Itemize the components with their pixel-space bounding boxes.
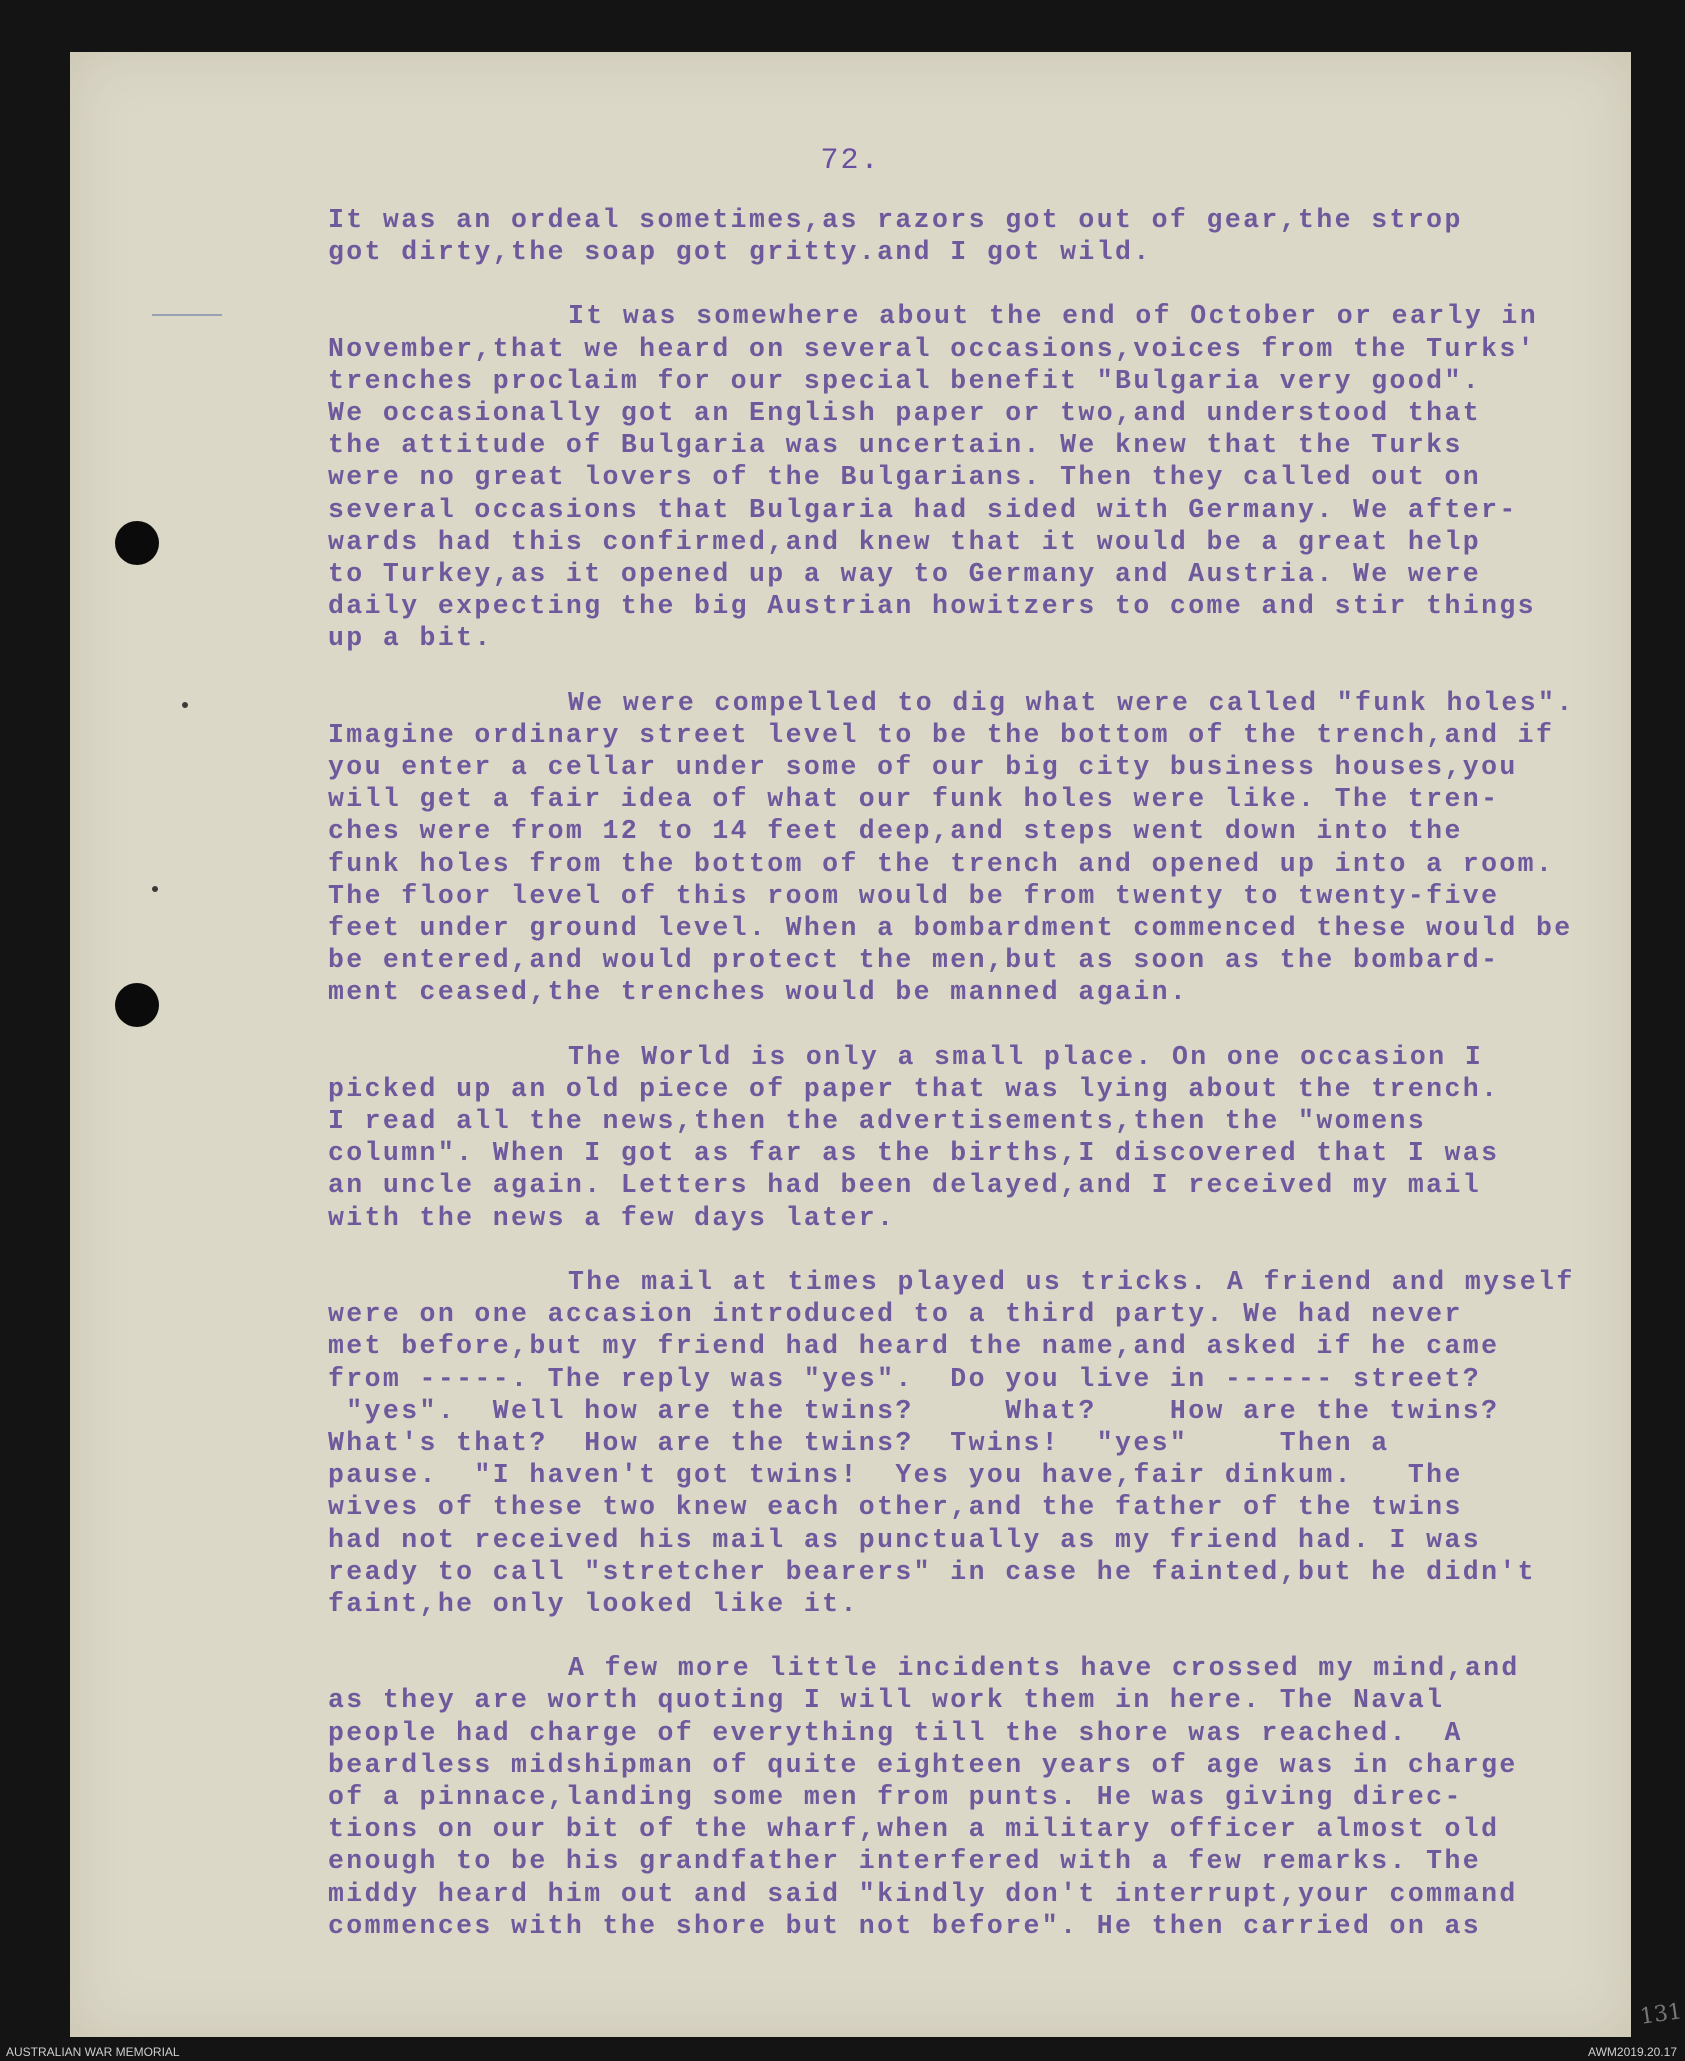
text-line-content: of a pinnace,landing some men from punts. He was giving direc- (328, 1781, 1463, 1812)
footer-accession-number: AWM2019.20.17 (1588, 2045, 1677, 2059)
text-line-content: were no great lovers of the Bulgarians. Then they called out on (328, 462, 1482, 493)
text-line (328, 429, 1685, 461)
text-line (328, 204, 1685, 236)
text-line (328, 880, 1685, 912)
text-line-content: November,that we heard on several occasions,voices from the Turks' (328, 333, 1536, 364)
paragraph (328, 1652, 1685, 1942)
ink-speck (152, 886, 158, 892)
text-line-content: faint,he only looked like it. (328, 1588, 859, 1619)
text-line-content: The floor level of this room would be from twenty to twenty-five (328, 880, 1500, 911)
text-line-content: The World is only a small place. On one occasion I (568, 1041, 1484, 1072)
text-line-content: feet under ground level. When a bombardment commenced these would be (328, 913, 1573, 944)
document-page (70, 52, 1684, 2037)
text-line-content: We were compelled to dig what were called "funk holes". (568, 687, 1575, 718)
paragraph (328, 1266, 1685, 1620)
text-line (328, 719, 1685, 751)
text-line-content: commences with the shore but not before". He then carried on as (328, 1910, 1482, 1941)
text-line-content: with the news a few days later. (328, 1202, 896, 1233)
text-line (328, 365, 1685, 397)
text-line (328, 1363, 1685, 1395)
text-line-content: from -----. The reply was "yes". Do you live in ------ street? (328, 1363, 1482, 1394)
text-line (328, 912, 1685, 944)
text-line-content: column". When I got as far as the births,I discovered that I was (328, 1138, 1500, 1169)
text-line (328, 590, 1685, 622)
text-line-content: daily expecting the big Austrian howitzers to come and stir things (328, 591, 1536, 622)
text-line (328, 333, 1685, 365)
text-line (328, 783, 1685, 815)
text-line (328, 397, 1685, 429)
text-line-content: people had charge of everything till the shore was reached. A (328, 1717, 1463, 1748)
text-line (328, 494, 1685, 526)
ink-speck (182, 702, 188, 708)
text-line (328, 1717, 1685, 1749)
text-line-content: met before,but my friend had heard the name,and asked if he came (328, 1331, 1500, 1362)
text-line-content: be entered,and would protect the men,but as soon as the bombard- (328, 945, 1500, 976)
text-line (328, 944, 1685, 976)
text-line-content: A few more little incidents have crossed my mind,and (568, 1653, 1520, 1684)
text-line (328, 1781, 1685, 1813)
text-line-content: trenches proclaim for our special benefit "Bulgaria very good". (328, 365, 1482, 396)
text-line (328, 1588, 1685, 1620)
text-line (328, 622, 1685, 654)
text-line-content: ment ceased,the trenches would be manned again. (328, 977, 1189, 1008)
text-line-content: funk holes from the bottom of the trench and opened up into a room. (328, 848, 1555, 879)
text-line-content: got dirty,the soap got gritty.and I got wild. (328, 237, 1152, 268)
text-line (328, 1878, 1685, 1910)
text-line-content: as they are worth quoting I will work them in here. The Naval (328, 1685, 1445, 1716)
text-line (328, 1652, 1685, 1684)
text-line-content: wards had this confirmed,and knew that it would be a great help (328, 526, 1482, 557)
text-line (328, 1105, 1685, 1137)
text-line-content: I read all the news,then the advertisements,then the "womens (328, 1106, 1427, 1137)
pencil-folio-note: 131 (1638, 1999, 1684, 2030)
text-line-content: had not received his mail as punctually as my friend had. I was (328, 1524, 1482, 1555)
paragraph (328, 1041, 1685, 1234)
text-line (328, 461, 1685, 493)
text-line-content: beardless midshipman of quite eighteen years of age was in charge (328, 1749, 1518, 1780)
text-line (328, 1813, 1685, 1845)
footer-archive-name: AUSTRALIAN WAR MEMORIAL (6, 2045, 180, 2059)
text-line (328, 848, 1685, 880)
margin-mark (152, 314, 222, 316)
punch-hole-top (115, 521, 159, 565)
text-line-content: several occasions that Bulgaria had sided with Germany. We after- (328, 494, 1518, 525)
text-line (328, 1266, 1685, 1298)
paragraph (328, 300, 1685, 654)
text-line (328, 1910, 1685, 1942)
text-line-content: will get a fair idea of what our funk holes were like. The tren- (328, 784, 1500, 815)
text-line-content: It was an ordeal sometimes,as razors got out of gear,the strop (328, 205, 1463, 235)
text-line (328, 815, 1685, 847)
text-line-content: ches were from 12 to 14 feet deep,and steps went down into the (328, 816, 1463, 847)
text-line (328, 1524, 1685, 1556)
text-line-content: picked up an old piece of paper that was lying about the trench. (328, 1073, 1500, 1104)
paragraph (328, 687, 1685, 1009)
text-line-content: the attitude of Bulgaria was uncertain. We knew that the Turks (328, 430, 1463, 461)
text-line (328, 558, 1685, 590)
text-line (328, 1041, 1685, 1073)
text-line (328, 1395, 1685, 1427)
text-line-content: you enter a cellar under some of our big city business houses,you (328, 752, 1518, 783)
text-line-content: pause. "I haven't got twins! Yes you have,fair dinkum. The (328, 1460, 1463, 1491)
text-line (328, 1749, 1685, 1781)
paragraph (328, 204, 1685, 268)
text-line (328, 1427, 1685, 1459)
text-line-content: up a bit. (328, 623, 493, 654)
text-line (328, 526, 1685, 558)
text-line (328, 751, 1685, 783)
text-line-content: wives of these two knew each other,and the father of the twins (328, 1492, 1463, 1523)
text-line-content: an uncle again. Letters had been delayed,and I received my mail (328, 1170, 1482, 1201)
punch-hole-bottom (115, 983, 159, 1027)
text-line-content: Imagine ordinary street level to be the bottom of the trench,and if (328, 719, 1555, 750)
text-line (328, 687, 1685, 719)
text-line (328, 1684, 1685, 1716)
text-line (328, 1491, 1685, 1523)
text-line (328, 1845, 1685, 1877)
text-line-content: to Turkey,as it opened up a way to Germany and Austria. We were (328, 559, 1482, 590)
text-line-content: were on one accasion introduced to a third party. We had never (328, 1299, 1463, 1330)
text-line (328, 236, 1685, 268)
text-line-content: tions on our bit of the wharf,when a military officer almost old (328, 1814, 1500, 1845)
text-line (328, 1169, 1685, 1201)
text-line-content: ready to call "stretcher bearers" in case he fainted,but he didn't (328, 1556, 1536, 1587)
text-line-content: "yes". Well how are the twins? What? How are the twins? (328, 1395, 1500, 1426)
text-line (328, 1330, 1685, 1362)
text-line (328, 1073, 1685, 1105)
typed-body-text (328, 204, 1685, 1974)
text-line-content: It was somewhere about the end of October or early in (568, 301, 1539, 332)
text-line-content: The mail at times played us tricks. A friend and myself (568, 1266, 1575, 1297)
text-line-content: What's that? How are the twins? Twins! "yes" Then a (328, 1427, 1390, 1458)
text-line-content: enough to be his grandfather interfered with a few remarks. The (328, 1846, 1482, 1877)
text-line (328, 1556, 1685, 1588)
text-line (328, 1298, 1685, 1330)
page-number: 72. (820, 144, 881, 178)
text-line (328, 1202, 1685, 1234)
text-line (328, 976, 1685, 1008)
text-line (328, 1459, 1685, 1491)
text-line-content: middy heard him out and said "kindly don't interrupt,your command (328, 1878, 1518, 1909)
text-line (328, 1137, 1685, 1169)
text-line-content: We occasionally got an English paper or two,and understood that (328, 398, 1482, 429)
text-line (328, 300, 1685, 332)
